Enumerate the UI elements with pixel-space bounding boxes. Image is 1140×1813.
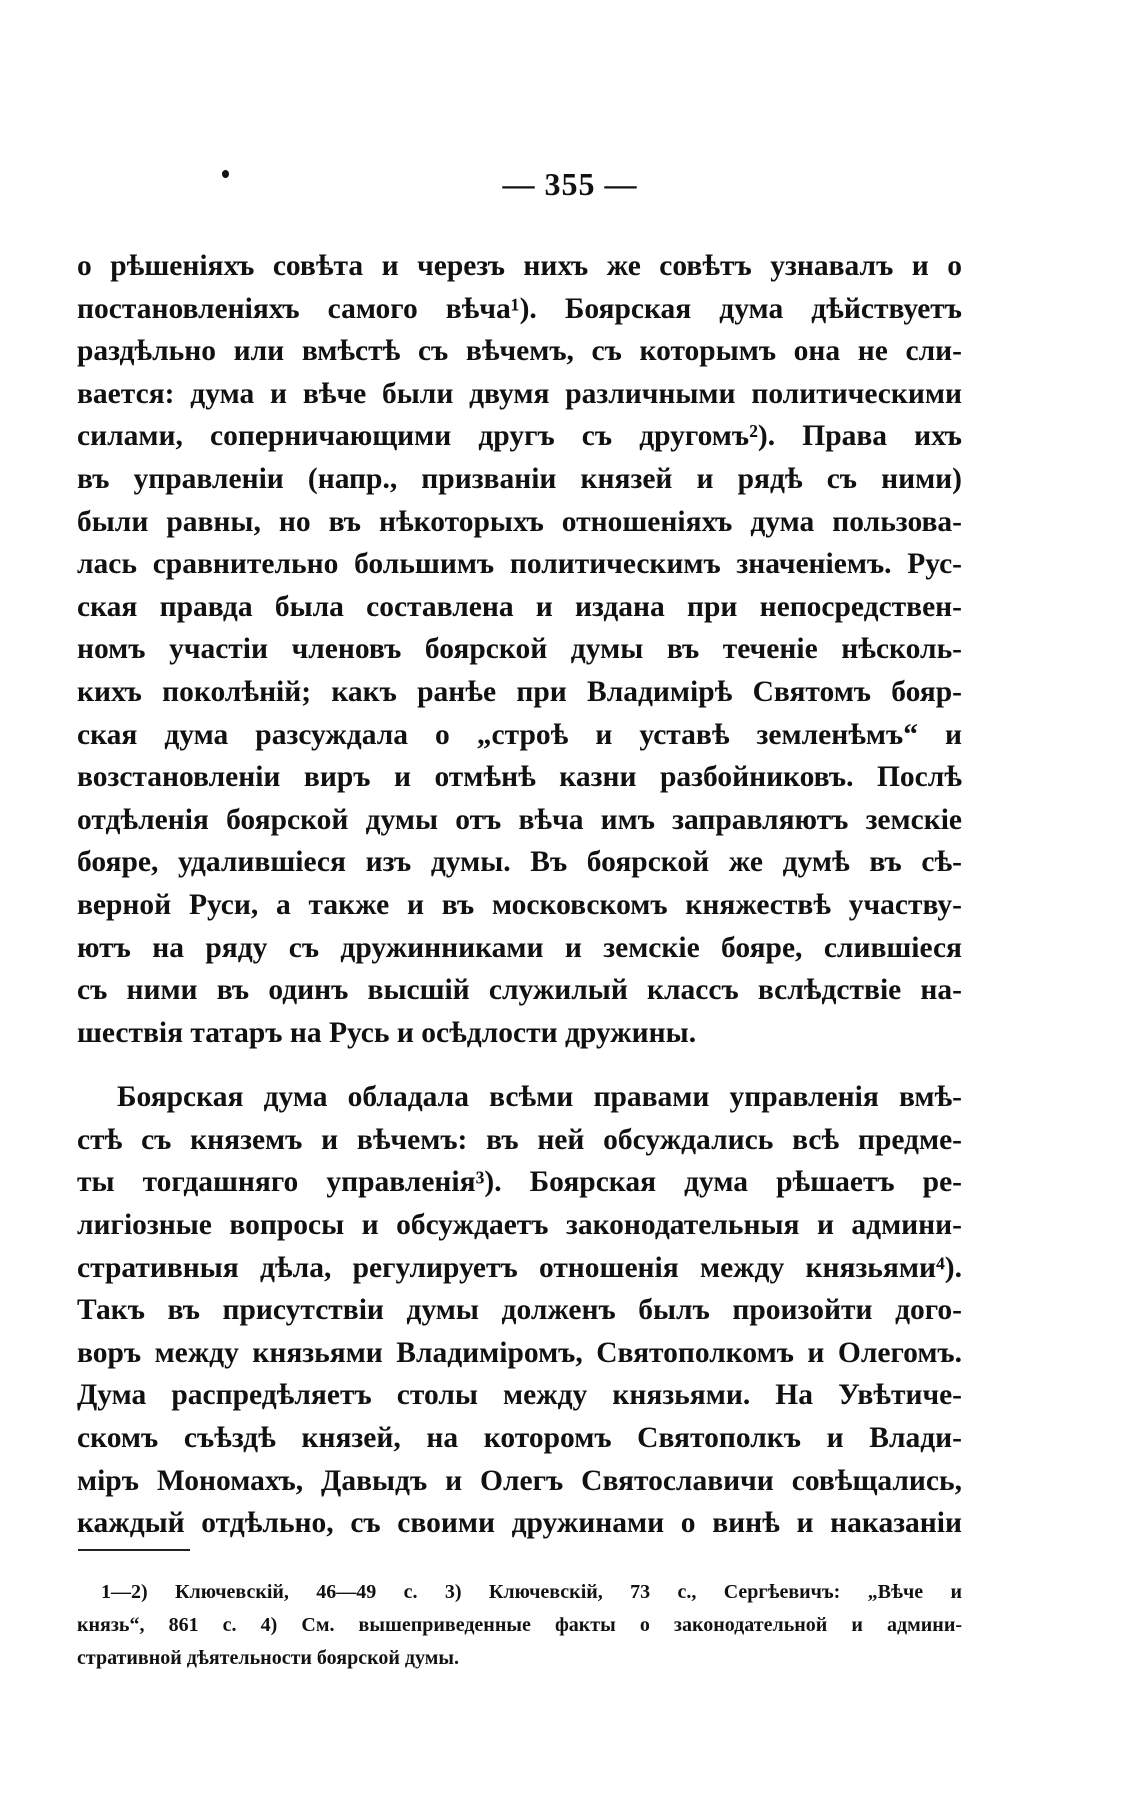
- footnote-line: князь“, 861 с. 4) См. вышеприведенные факты о законодательной и админи-: [77, 1614, 962, 1636]
- text-line: стративныя дѣла, регулируетъ отношенія между князьями⁴).: [77, 1251, 962, 1284]
- text-line: міръ Мономахъ, Давыдъ и Олегъ Святославичи совѣщались,: [77, 1464, 962, 1497]
- text-line: воръ между князьями Владиміромъ, Святополкомъ и Олегомъ.: [77, 1336, 962, 1369]
- text-line: раздѣльно или вмѣстѣ съ вѣчемъ, съ которымъ она не сли-: [77, 335, 962, 368]
- text-line: номъ участіи членовъ боярской думы въ теченіе нѣсколь-: [77, 633, 962, 666]
- text-line: въ управленіи (напр., призваніи князей и рядѣ съ ними): [77, 462, 962, 495]
- text-line: вается: дума и вѣче были двумя различными политическими: [77, 377, 962, 410]
- text-line: верной Руси, а также и въ московскомъ княжествѣ участву-: [77, 888, 962, 921]
- text-line: ская дума разсуждала о „строѣ и уставѣ земленѣмъ“ и: [77, 718, 962, 751]
- body-text: [77, 245, 962, 1545]
- text-line: шествія татаръ на Русь и осѣдлости дружины.: [77, 1016, 697, 1049]
- footnote-line: 1—2) Ключевскій, 46—49 с. 3) Ключевскій, 73 с., Сергѣевичъ: „Вѣче и: [101, 1581, 962, 1603]
- text-line: отдѣленія боярской думы отъ вѣча имъ заправляютъ земскіе: [77, 803, 962, 836]
- text-line: лась сравнительно большимъ политическимъ значеніемъ. Рус-: [77, 548, 962, 581]
- text-line: кихъ поколѣній; какъ ранѣе при Владимірѣ Святомъ бояр-: [77, 675, 962, 708]
- text-line: скомъ съѣздѣ князей, на которомъ Святополкъ и Влади-: [77, 1422, 962, 1455]
- footnote-line: стративной дѣятельности боярской думы.: [77, 1647, 459, 1669]
- text-line: каждый отдѣльно, съ своими дружинами о винѣ и наказаніи: [77, 1507, 962, 1540]
- paragraph-2: [77, 1076, 962, 1545]
- text-line: силами, соперничающими другъ съ другомъ²). Права ихъ: [77, 420, 962, 453]
- text-line: Такъ въ присутствіи думы долженъ былъ произойти дого-: [77, 1294, 962, 1327]
- text-line: ская правда была составлена и издана при непосредствен-: [77, 590, 962, 623]
- text-line: постановленіяхъ самого вѣча¹). Боярская дума дѣйствуетъ: [77, 292, 962, 325]
- text-line: ты тогдашняго управленія³). Боярская дума рѣшаетъ ре-: [77, 1166, 962, 1199]
- text-line: съ ними въ одинъ высшій служилый классъ вслѣдствіе на-: [77, 974, 962, 1007]
- text-line: возстановленіи виръ и отмѣнѣ казни разбойниковъ. Послѣ: [77, 761, 962, 794]
- text-line: ютъ на ряду съ дружинниками и земскіе бояре, слившіеся: [77, 931, 962, 964]
- footnotes: [77, 1576, 962, 1675]
- paragraph-1: [77, 245, 962, 1054]
- paragraph-gap: [77, 1054, 962, 1076]
- text-line: стѣ съ княземъ и вѣчемъ: въ ней обсуждались всѣ предме-: [77, 1123, 962, 1156]
- page-number: — 355 —: [502, 166, 638, 202]
- text-line: Дума распредѣляетъ столы между князьями. На Увѣтиче-: [77, 1379, 962, 1412]
- text-line: бояре, удалившіеся изъ думы. Въ боярской же думѣ въ сѣ-: [77, 846, 962, 879]
- text-line: лигіозные вопросы и обсуждаетъ законодательныя и админи-: [77, 1209, 962, 1242]
- text-line: были равны, но въ нѣкоторыхъ отношеніяхъ дума пользова-: [77, 505, 962, 538]
- text-line: Боярская дума обладала всѣми правами управленія вмѣ-: [117, 1081, 962, 1114]
- footnote-divider: [78, 1549, 190, 1551]
- text-line: о рѣшеніяхъ совѣта и черезъ нихъ же совѣтъ узнавалъ и о: [77, 250, 962, 282]
